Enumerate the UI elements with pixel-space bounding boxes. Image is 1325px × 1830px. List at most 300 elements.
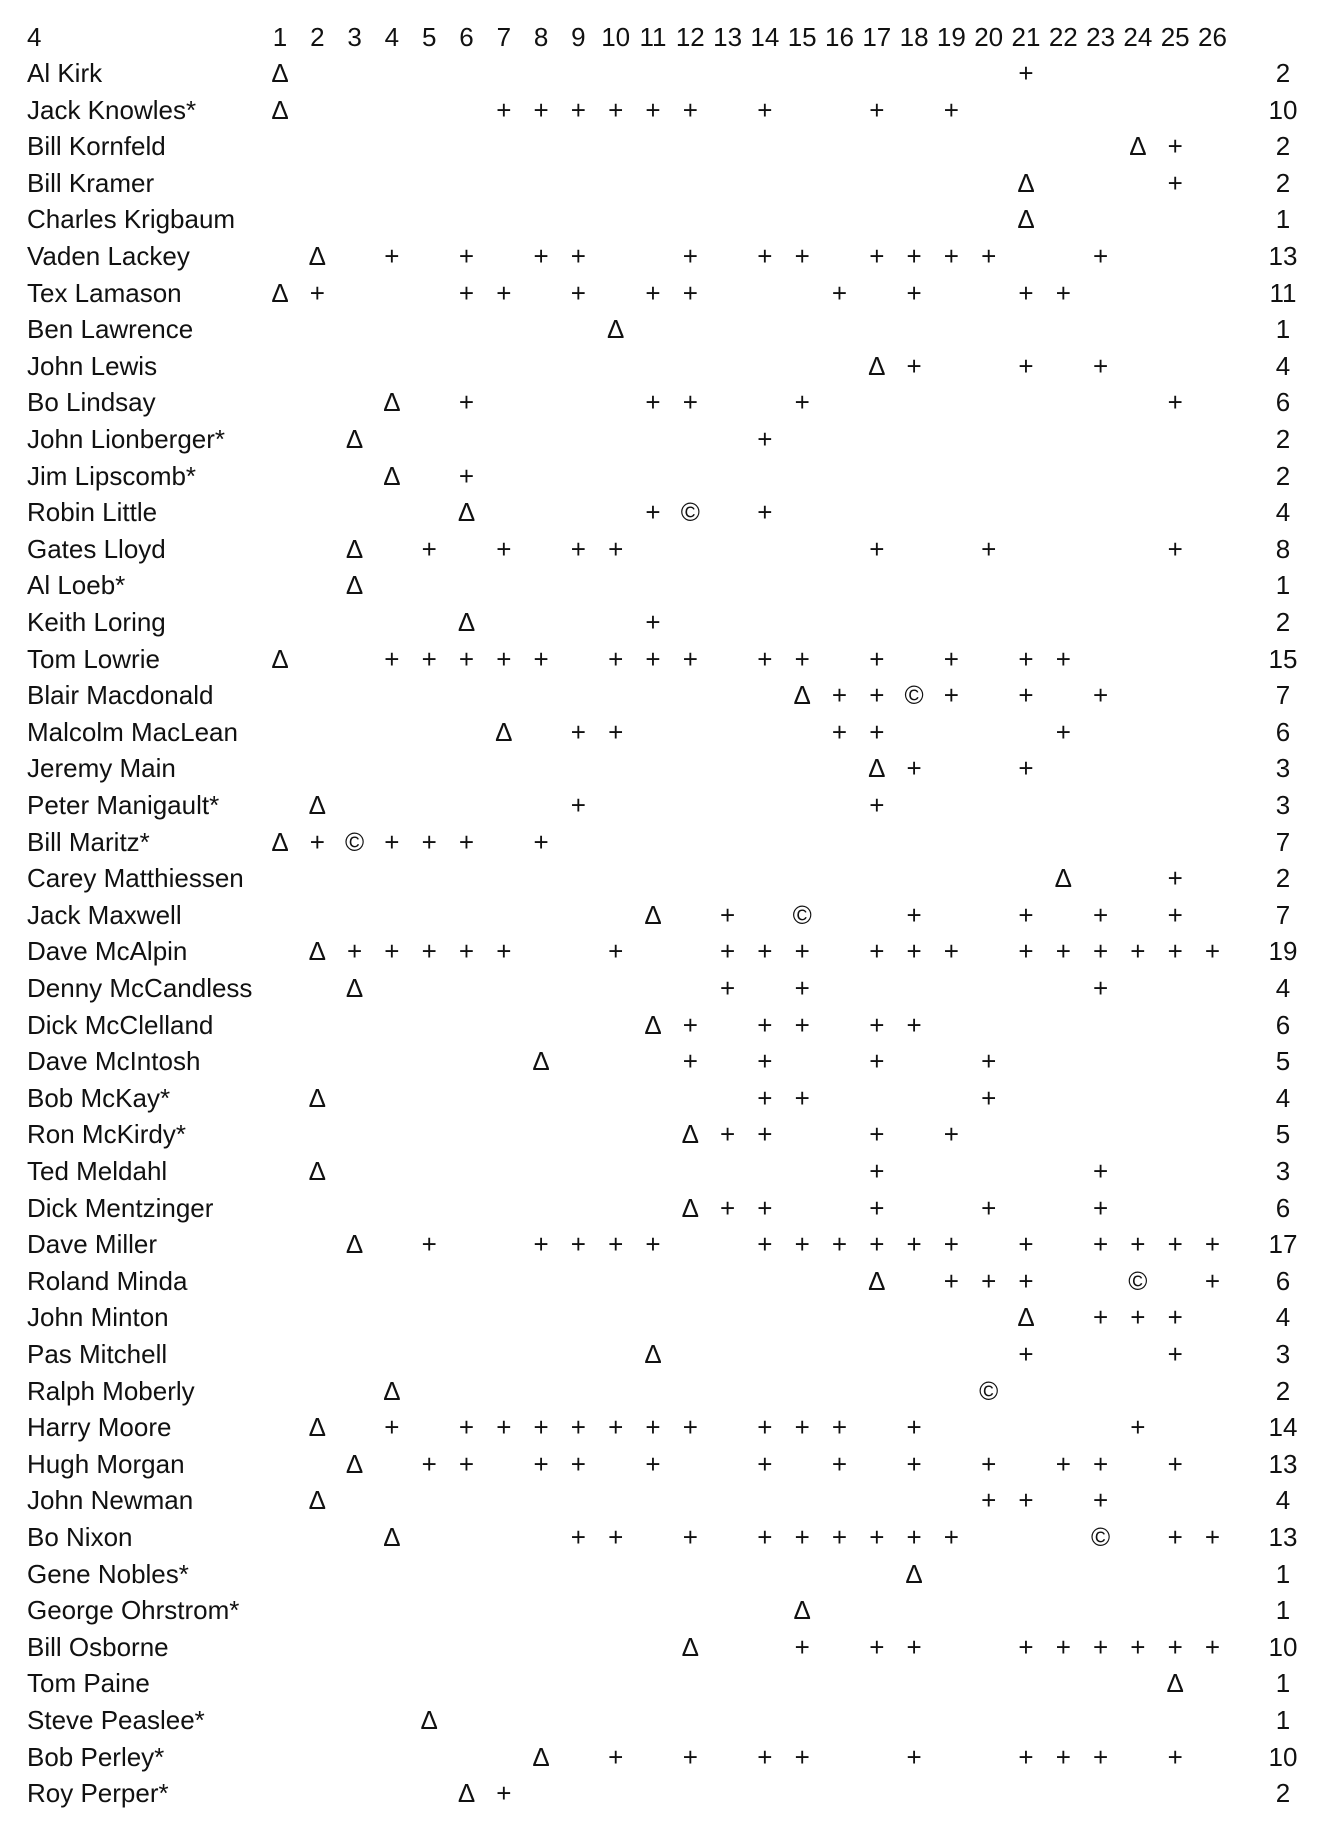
plus-mark: + [794,1741,810,1772]
plus-mark: + [458,241,475,271]
delta-mark: Δ [308,1485,326,1516]
delta-mark: Δ [308,790,326,820]
plus-mark: + [794,1522,810,1552]
delta-mark: Δ [271,826,289,857]
circled-c-mark: © [1091,1522,1111,1552]
column-header-24: 24 [1123,22,1153,52]
member-name: Pas Mitchell [27,1339,168,1369]
plus-mark: + [1167,1448,1183,1479]
plus-mark: + [1018,1265,1034,1296]
member-name: Hugh Morgan [27,1448,185,1479]
row-total: 6 [1275,1265,1291,1296]
plus-mark: + [943,1119,959,1150]
delta-mark: Δ [1017,167,1035,198]
row-total: 4 [1275,497,1291,528]
row-total: 4 [1275,1302,1291,1333]
plus-mark: + [981,1448,997,1479]
delta-mark: Δ [345,424,364,454]
plus-mark: + [757,94,773,125]
plus-mark: + [347,936,363,967]
plus-mark: + [570,94,586,125]
plus-mark: + [1167,533,1183,564]
plus-mark: + [1167,1741,1183,1772]
plus-mark: + [869,680,885,711]
column-header-15: 15 [787,22,817,52]
plus-mark: + [570,716,586,747]
plus-mark: + [645,643,661,674]
column-header-5: 5 [421,22,437,52]
plus-mark: + [869,241,885,271]
plus-mark: + [757,1412,773,1443]
row-total: 2 [1275,607,1291,637]
plus-mark: + [1055,936,1071,967]
row-total: 1 [1275,1558,1291,1589]
delta-mark: Δ [345,1229,364,1260]
plus-mark: + [1055,1741,1071,1772]
plus-mark: + [1130,1229,1146,1260]
member-name: Ted Meldahl [27,1156,168,1186]
plus-mark: + [384,936,400,967]
delta-mark: Δ [345,570,364,601]
row-total: 6 [1275,716,1291,747]
delta-mark: Δ [271,58,289,88]
plus-mark: + [421,826,437,857]
plus-mark: + [1167,1229,1183,1260]
plus-mark: + [943,643,959,674]
plus-mark: + [608,533,624,564]
plus-mark: + [869,1522,885,1552]
member-name: Carey Matthiessen [27,863,244,894]
plus-mark: + [1018,1485,1034,1516]
delta-mark: Δ [308,1412,326,1443]
column-header-21: 21 [1011,22,1041,52]
row-total: 2 [1275,424,1291,454]
delta-mark: Δ [1017,1302,1035,1333]
plus-mark: + [906,1741,922,1772]
plus-mark: + [1204,1631,1221,1662]
row-total: 2 [1275,1778,1291,1809]
column-header-26: 26 [1198,22,1227,52]
plus-mark: + [533,826,549,857]
plus-mark: + [496,94,512,125]
row-total: 2 [1275,1375,1291,1406]
delta-mark: Δ [607,314,625,345]
delta-mark: Δ [345,973,364,1003]
row-total: 5 [1275,1119,1291,1150]
plus-mark: + [1167,131,1183,162]
plus-mark: + [458,1448,475,1479]
plus-mark: + [384,826,400,857]
column-header-18: 18 [899,22,929,52]
plus-mark: + [831,1522,848,1552]
row-total: 3 [1275,790,1291,820]
column-header-6: 6 [459,22,474,52]
plus-mark: + [1018,680,1034,711]
plus-mark: + [1167,387,1183,418]
row-total: 10 [1268,1741,1298,1772]
plus-mark: + [869,533,885,564]
plus-mark: + [720,973,736,1003]
plus-mark: + [533,1448,549,1479]
plus-mark: + [1093,1302,1109,1333]
row-total: 2 [1275,863,1291,894]
plus-mark: + [1018,936,1034,967]
delta-mark: Δ [271,277,289,308]
member-name: Dave McAlpin [27,936,188,967]
plus-mark: + [757,643,773,674]
plus-mark: + [421,1448,437,1479]
plus-mark: + [1204,936,1221,967]
delta-mark: Δ [681,1119,699,1150]
plus-mark: + [981,1082,997,1113]
plus-mark: + [608,716,624,747]
plus-mark: + [496,277,512,308]
plus-mark: + [458,643,475,674]
plus-mark: + [1093,241,1109,271]
member-name: Ralph Moberly [27,1375,195,1406]
plus-mark: + [384,643,400,674]
plus-mark: + [831,680,848,711]
plus-mark: + [794,1009,810,1040]
delta-mark: Δ [271,94,289,125]
plus-mark: + [720,936,736,967]
member-name: Roy Perper* [27,1778,169,1809]
plus-mark: + [645,94,661,125]
plus-mark: + [831,1412,848,1443]
plus-mark: + [309,826,325,857]
column-header-10: 10 [601,22,631,52]
column-header-11: 11 [639,22,667,52]
row-total: 1 [1275,204,1291,235]
plus-mark: + [943,680,959,711]
delta-mark: Δ [1017,204,1035,235]
plus-mark: + [1093,680,1109,711]
plus-mark: + [794,1412,810,1443]
delta-mark: Δ [793,680,811,711]
plus-mark: + [533,1229,549,1260]
member-name: Steve Peaslee* [27,1705,205,1735]
member-name: Jim Lipscomb* [27,460,197,491]
delta-mark: Δ [308,936,326,967]
plus-mark: + [570,533,586,564]
plus-mark: + [421,533,437,564]
plus-mark: + [943,936,959,967]
plus-mark: + [906,241,922,271]
row-total: 7 [1275,680,1291,711]
plus-mark: + [1130,1412,1146,1443]
row-total: 6 [1275,1009,1291,1040]
member-name: Jack Maxwell [27,899,182,930]
plus-mark: + [869,1229,885,1260]
plus-mark: + [757,1046,773,1077]
row-total: 4 [1275,973,1291,1003]
plus-mark: + [1093,973,1109,1003]
plus-mark: + [794,1631,810,1662]
plus-mark: + [1093,1631,1109,1662]
plus-mark: + [1018,753,1034,784]
circled-c-mark: © [1128,1265,1148,1296]
delta-mark: Δ [1129,131,1147,162]
plus-mark: + [720,899,736,930]
column-header-8: 8 [533,22,549,52]
plus-mark: + [906,1631,922,1662]
plus-mark: + [831,1229,848,1260]
plus-mark: + [608,1522,624,1552]
plus-mark: + [1093,1156,1109,1186]
plus-mark: + [458,387,475,418]
plus-mark: + [757,497,773,528]
plus-mark: + [570,277,586,308]
plus-mark: + [757,1229,773,1260]
delta-mark: Δ [532,1741,550,1772]
plus-mark: + [831,277,848,308]
plus-mark: + [645,387,661,418]
plus-mark: + [309,277,325,308]
row-total: 10 [1268,1631,1298,1662]
column-header-12: 12 [675,22,705,52]
plus-mark: + [906,1229,922,1260]
plus-mark: + [757,1448,773,1479]
row-total: 1 [1275,314,1291,345]
plus-mark: + [458,826,475,857]
member-name: Tex Lamason [27,277,182,308]
delta-mark: Δ [420,1705,438,1735]
plus-mark: + [570,241,586,271]
delta-mark: Δ [868,753,886,784]
plus-mark: + [720,1119,736,1150]
plus-mark: + [421,936,437,967]
plus-mark: + [1093,1741,1109,1772]
delta-mark: Δ [644,899,662,930]
delta-mark: Δ [905,1558,923,1589]
plus-mark: + [1018,1741,1034,1772]
plus-mark: + [1167,863,1183,894]
row-total: 2 [1275,460,1291,491]
delta-mark: Δ [345,533,364,564]
circled-c-mark: © [792,899,812,930]
plus-mark: + [458,1412,475,1443]
member-name: Ron McKirdy* [27,1119,186,1150]
delta-mark: Δ [308,1082,326,1113]
plus-mark: + [1093,350,1109,381]
plus-mark: + [496,936,512,967]
plus-mark: + [1018,643,1034,674]
delta-mark: Δ [383,387,401,418]
plus-mark: + [943,1265,959,1296]
plus-mark: + [682,277,698,308]
column-header-1: 1 [272,22,288,52]
plus-mark: + [981,1265,997,1296]
plus-mark: + [757,1192,773,1223]
delta-mark: Δ [681,1192,699,1223]
plus-mark: + [1130,936,1146,967]
plus-mark: + [608,1412,624,1443]
member-name: Jack Knowles* [27,94,197,125]
plus-mark: + [496,1778,512,1809]
plus-mark: + [458,460,475,491]
plus-mark: + [608,94,624,125]
plus-mark: + [645,497,661,528]
plus-mark: + [533,1412,549,1443]
member-name: Bill Maritz* [27,826,150,857]
column-header-9: 9 [571,22,586,52]
plus-mark: + [943,241,959,271]
row-total: 11 [1269,277,1297,308]
row-total: 2 [1275,167,1291,198]
plus-mark: + [1093,936,1109,967]
plus-mark: + [1204,1522,1221,1552]
row-total: 1 [1275,1668,1291,1699]
plus-mark: + [1018,277,1034,308]
plus-mark: + [682,1046,698,1077]
plus-mark: + [384,1412,400,1443]
plus-mark: + [1167,1339,1183,1369]
column-header-25: 25 [1160,22,1190,52]
plus-mark: + [608,643,624,674]
plus-mark: + [757,424,773,454]
plus-mark: + [831,716,848,747]
plus-mark: + [608,1741,624,1772]
plus-mark: + [682,1522,698,1552]
plus-mark: + [1018,899,1034,930]
member-name: Bob McKay* [27,1082,171,1113]
row-total: 3 [1275,1156,1291,1186]
row-total: 2 [1275,58,1291,88]
member-name: Gene Nobles* [27,1558,189,1589]
plus-mark: + [1018,1631,1034,1662]
plus-mark: + [1018,1339,1034,1369]
plus-mark: + [757,936,773,967]
row-total: 19 [1268,936,1298,967]
plus-mark: + [1055,1448,1071,1479]
plus-mark: + [869,1156,885,1186]
member-name: Vaden Lackey [27,241,190,271]
plus-mark: + [1093,1485,1109,1516]
plus-mark: + [645,1448,661,1479]
plus-mark: + [1018,350,1034,381]
member-name: Robin Little [27,497,158,528]
plus-mark: + [981,1485,997,1516]
row-total: 3 [1275,753,1291,784]
plus-mark: + [943,1522,959,1552]
plus-mark: + [794,241,810,271]
plus-mark: + [533,643,549,674]
plus-mark: + [869,94,885,125]
plus-mark: + [496,1412,512,1443]
plus-mark: + [794,973,810,1003]
member-name: John Lionberger* [27,424,226,454]
member-name: George Ohrstrom* [27,1595,240,1626]
member-name: Bob Perley* [27,1741,165,1772]
plus-mark: + [794,643,810,674]
column-header-14: 14 [750,22,780,52]
delta-mark: Δ [1166,1668,1184,1699]
plus-mark: + [682,94,698,125]
plus-mark: + [570,1448,586,1479]
row-total: 7 [1275,826,1291,857]
plus-mark: + [794,1082,810,1113]
column-header-3: 3 [347,22,362,52]
member-name: Tom Paine [27,1668,150,1699]
plus-mark: + [757,1009,773,1040]
plus-mark: + [645,607,661,637]
row-total: 2 [1275,131,1291,162]
member-name: Charles Krigbaum [27,204,236,235]
member-name: Bill Kornfeld [27,131,166,162]
plus-mark: + [757,1741,773,1772]
delta-mark: Δ [644,1009,662,1040]
plus-mark: + [757,1082,773,1113]
member-name: Dave Miller [27,1229,158,1260]
plus-mark: + [869,1046,885,1077]
plus-mark: + [1055,277,1071,308]
row-total: 8 [1275,533,1291,564]
column-header-4: 4 [384,22,400,52]
delta-mark: Δ [457,497,476,528]
column-header-7: 7 [496,22,512,52]
row-total: 15 [1268,643,1298,674]
plus-mark: + [496,643,512,674]
column-header-23: 23 [1086,22,1116,52]
plus-mark: + [906,277,922,308]
member-name: John Minton [27,1302,169,1333]
plus-mark: + [943,1229,959,1260]
delta-mark: Δ [681,1631,699,1662]
plus-mark: + [682,1412,698,1443]
plus-mark: + [608,1229,624,1260]
delta-mark: Δ [308,241,326,271]
row-total: 17 [1268,1229,1298,1260]
plus-mark: + [1167,936,1183,967]
plus-mark: + [794,936,810,967]
plus-mark: + [981,241,997,271]
delta-mark: Δ [457,607,476,637]
member-name: Ben Lawrence [27,314,194,345]
column-header-16: 16 [825,22,854,52]
member-name: Roland Minda [27,1265,188,1296]
member-name: Al Kirk [27,58,103,88]
plus-mark: + [757,1522,773,1552]
plus-mark: + [682,1009,698,1040]
plus-mark: + [906,753,922,784]
plus-mark: + [1018,58,1034,88]
delta-mark: Δ [383,460,401,491]
member-name: Harry Moore [27,1412,172,1443]
circled-c-mark: © [345,826,365,857]
row-total: 4 [1275,350,1291,381]
member-name: Dick McClelland [27,1009,214,1040]
plus-mark: + [869,1192,885,1223]
member-name: Bill Kramer [27,167,155,198]
plus-mark: + [869,1631,885,1662]
member-name: John Lewis [27,350,158,381]
header-label: 4 [27,22,42,52]
plus-mark: + [869,1009,885,1040]
column-header-2: 2 [310,22,325,52]
plus-mark: + [1018,1229,1034,1260]
plus-mark: + [570,1412,586,1443]
plus-mark: + [869,790,885,820]
plus-mark: + [906,899,922,930]
plus-mark: + [757,1119,773,1150]
plus-mark: + [458,277,475,308]
plus-mark: + [1055,1631,1071,1662]
row-total: 7 [1275,899,1291,930]
plus-mark: + [943,94,959,125]
plus-mark: + [981,533,997,564]
member-name: Peter Manigault* [27,790,220,820]
plus-mark: + [794,1229,810,1260]
